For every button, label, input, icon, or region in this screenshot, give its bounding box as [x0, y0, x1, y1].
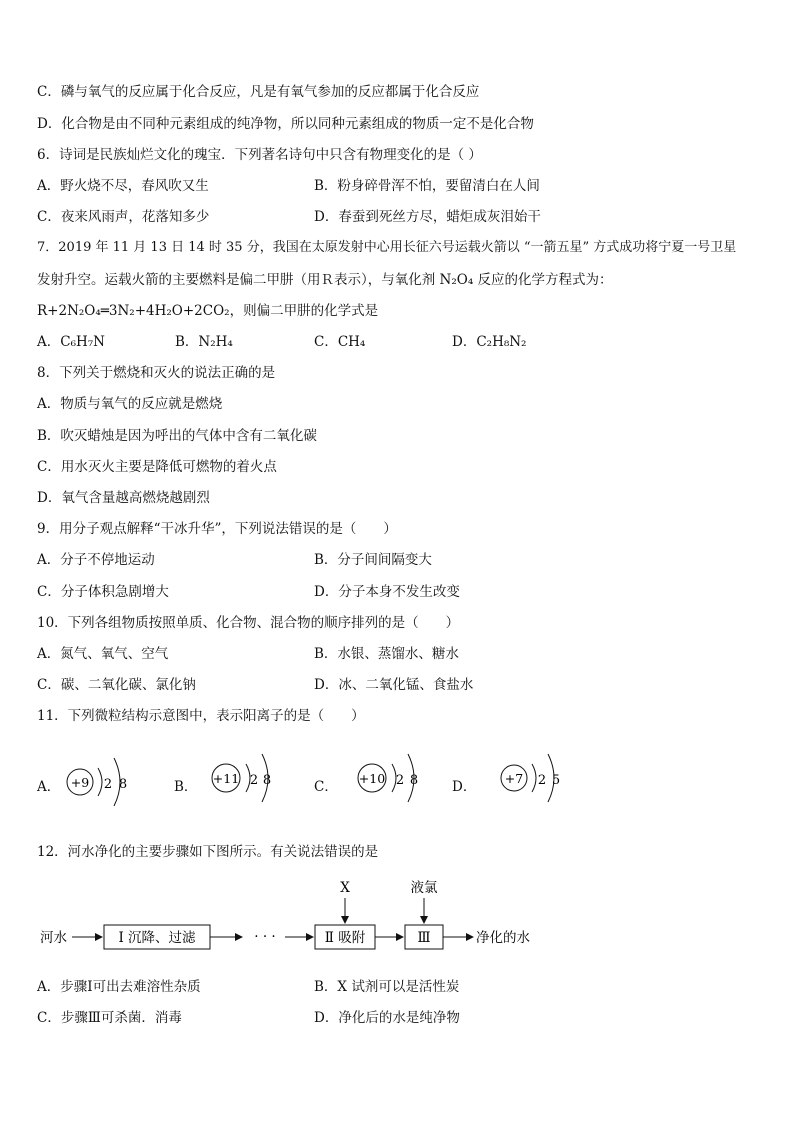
question-11: 11．下列微粒结构示意图中，表示阳离子的是（ ） — [37, 708, 365, 724]
q7-option-d: D．C₂H₈N₂ — [452, 334, 527, 350]
atom-diagram — [356, 746, 436, 808]
electron-count-2: 8 — [262, 773, 272, 788]
atom-diagram — [64, 750, 144, 812]
q6-option-a: A．野火烧不尽，春风吹又生 — [37, 178, 209, 194]
step2-label: Ⅱ 吸附 — [324, 930, 366, 946]
q7-option-b: B．N₂H₄ — [175, 334, 233, 350]
electron-count-1: 2 — [395, 773, 405, 788]
electron-count-2: 5 — [551, 773, 561, 788]
electron-count-1: 2 — [249, 773, 259, 788]
q8-option-a: A．物质与氧气的反应就是燃烧 — [37, 396, 223, 412]
q6-option-d: D．春蚕到死丝方尽，蜡炬成灰泪始干 — [314, 209, 541, 225]
nucleus-label: +7 — [504, 771, 524, 786]
river-water-label: 河水 — [40, 930, 67, 946]
ellipsis-label: · · · — [254, 929, 276, 945]
electron-count-1: 2 — [537, 773, 547, 788]
q8-option-d: D．氧气含量越高燃烧越剧烈 — [37, 490, 210, 506]
x-reagent-label: X — [340, 880, 350, 896]
question-12: 12．河水净化的主要步骤如下图所示。有关说法错误的是 — [37, 844, 379, 860]
q9-option-d: D．分子本身不发生改变 — [314, 584, 460, 600]
question-7-line3: R+2N₂O₄═3N₂+4H₂O+2CO₂，则偏二甲肼的化学式是 — [37, 303, 379, 319]
q10-option-b: B．水银、蒸馏水、糖水 — [314, 646, 459, 662]
question-7-line1: 7．2019 年 11 月 13 日 14 时 35 分，我国在太原发射中心用长征六号运载火箭以 “一箭五星” 方式成功将宁夏一号卫星 — [37, 240, 737, 255]
q10-option-a: A．氮气、氧气、空气 — [37, 646, 169, 662]
q12-option-a: A．步骤Ⅰ可出去难溶性杂质 — [37, 979, 201, 995]
q7-option-c: C．CH₄ — [314, 334, 366, 350]
water-purification-diagram — [30, 876, 550, 956]
question-8: 8．下列关于燃烧和灭火的说法正确的是 — [37, 365, 276, 381]
question-6: 6．诗词是民族灿烂文化的瑰宝．下列著名诗句中只含有物理变化的是（ ） — [37, 147, 482, 163]
q12-option-c: C．步骤Ⅲ可杀菌．消毒 — [37, 1010, 182, 1026]
electron-count-2: 8 — [409, 773, 419, 788]
q6-option-c: C．夜来风雨声，花落知多少 — [37, 209, 210, 225]
line-d-option-prev: D．化合物是由不同种元素组成的纯净物，所以同种元素组成的物质一定不是化合物 — [37, 116, 534, 132]
nucleus-label: +10 — [358, 771, 386, 786]
q10-option-c: C．碳、二氧化碳、氯化钠 — [37, 677, 196, 693]
atom-letter: D． — [452, 779, 477, 795]
purified-water-label: 净化的水 — [476, 930, 530, 946]
nucleus-label: +9 — [70, 775, 90, 790]
q12-option-d: D．净化后的水是纯净物 — [314, 1010, 460, 1026]
q8-option-c: C．用水灭火主要是降低可燃物的着火点 — [37, 459, 277, 475]
q9-option-c: C．分子体积急剧增大 — [37, 584, 169, 600]
q10-option-d: D．冰、二氧化锰、食盐水 — [314, 677, 474, 693]
nucleus-label: +11 — [212, 771, 240, 786]
q7-option-a: A．C₆H₇N — [37, 334, 105, 350]
atom-diagram — [498, 746, 578, 808]
atom-diagram — [210, 746, 290, 808]
step1-label: Ⅰ 沉降、过滤 — [118, 930, 196, 946]
line-c-option-prev: C．磷与氧气的反应属于化合反应，凡是有氧气参加的反应都属于化合反应 — [37, 84, 480, 100]
atom-letter: C． — [314, 779, 338, 795]
q6-option-b: B．粉身碎骨浑不怕，要留清白在人间 — [314, 178, 540, 194]
electron-count-1: 2 — [103, 777, 113, 792]
q9-option-b: B．分子间间隔变大 — [314, 552, 432, 568]
atom-letter: A． — [37, 779, 61, 795]
electron-count-2: 8 — [118, 777, 128, 792]
liquid-chlorine-label: 液氯 — [410, 880, 438, 896]
question-7-line2: 发射升空。运载火箭的主要燃料是偏二甲肼（用Ｒ表示），与氧化剂 N₂O₄ 反应的化学方程式为： — [37, 272, 613, 288]
question-9: 9．用分子观点解释“干冰升华”，下列说法错误的是（ ） — [37, 521, 397, 537]
question-10: 10．下列各组物质按照单质、化合物、混合物的顺序排列的是（ ） — [37, 615, 460, 631]
q9-option-a: A．分子不停地运动 — [37, 552, 155, 568]
atom-letter: B． — [174, 779, 198, 795]
step3-label: Ⅲ — [417, 930, 431, 946]
q8-option-b: B．吹灭蜡烛是因为呼出的气体中含有二氧化碳 — [37, 428, 317, 444]
q12-option-b: B．X 试剂可以是活性炭 — [314, 979, 460, 995]
